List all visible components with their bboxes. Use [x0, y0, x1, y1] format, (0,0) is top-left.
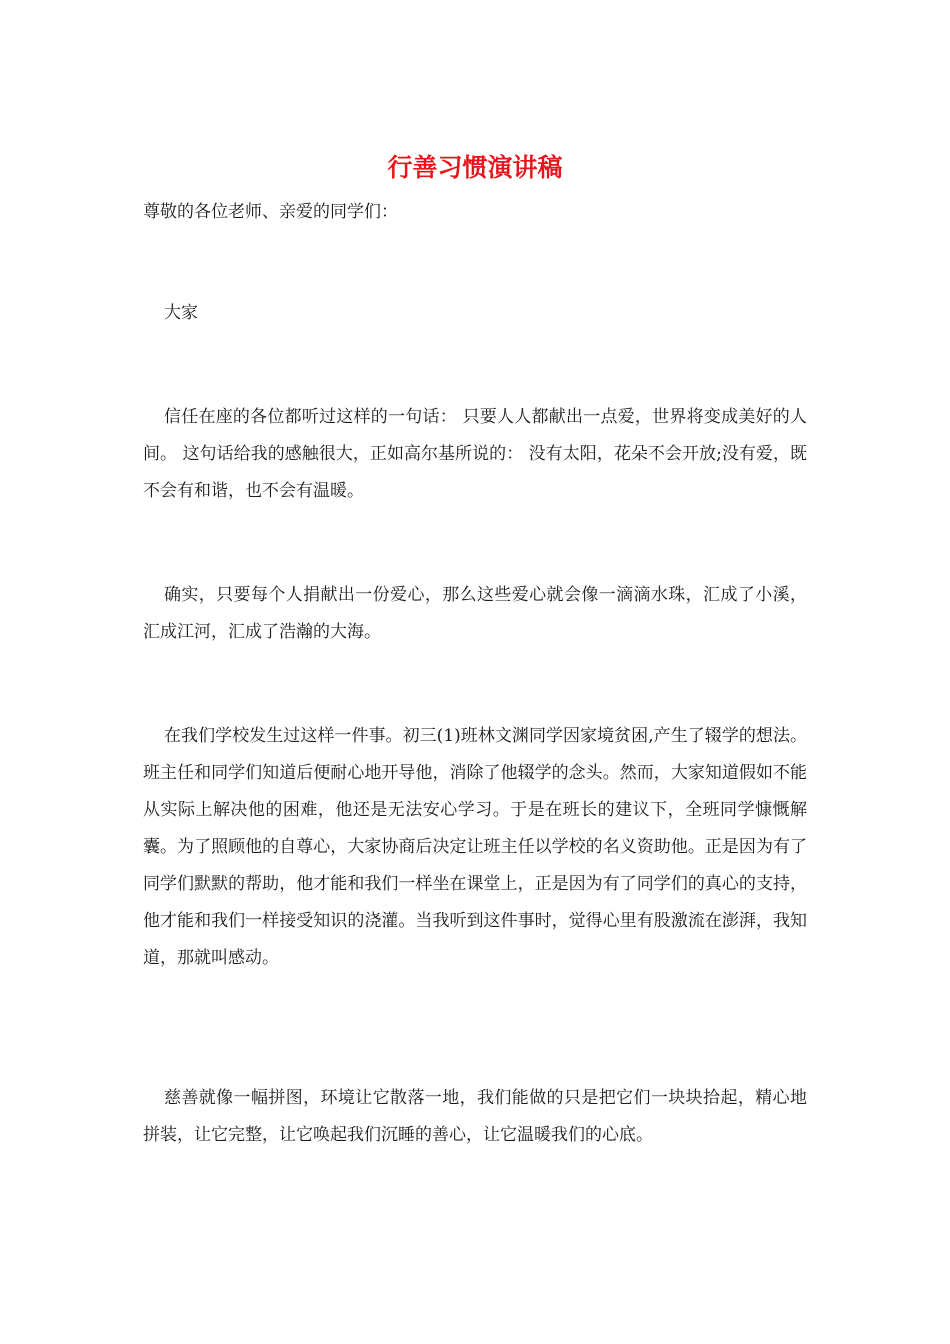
paragraph: 大家 [164, 303, 198, 323]
paragraph: 慈善就像一幅拼图，环境让它散落一地，我们能做的只是把它们一块块拾起，精心地拼装，让它完整，让它唤起我们沉睡的善心，让它温暖我们的心底。 [143, 1088, 807, 1145]
paragraph: 确实，只要每个人捐献出一份爱心，那么这些爱心就会像一滴滴水珠，汇成了小溪，汇成江河，汇成了浩瀚的大海。 [143, 585, 807, 642]
salutation: 尊敬的各位老师、亲爱的同学们： [143, 202, 398, 222]
document-title: 行善习惯演讲稿 [387, 153, 563, 182]
paragraph: 信任在座的各位都听过这样的一句话： 只要人人都献出一点爱，世界将变成美好的人间。 这句话给我的感触很大，正如高尔基所说的： 没有太阳，花朵不会开放;没有爱，既不会有和谐，也不会有温暖。 [143, 407, 807, 501]
paragraph: 在我们学校发生过这样一件事。初三(1)班林文渊同学因家境贫困,产生了辍学的想法。班主任和同学们知道后便耐心地开导他，消除了他辍学的念头。然而，大家知道假如不能从实际上解决他的困难，他还是无法安心学习。于是在班长的建议下，全班同学慷慨解囊。为了照顾他的自尊心，大家协商后决定让班主任以学校的名义资助他。正是因为有了同学们默默的帮助，他才能和我们一样坐在课堂上，正是因为有了同学们的真心的支持，他才能和我们一样接受知识的浇灌。当我听到这件事时，觉得心里有股激流在澎湃，我知道，那就叫感动。 [143, 726, 807, 968]
